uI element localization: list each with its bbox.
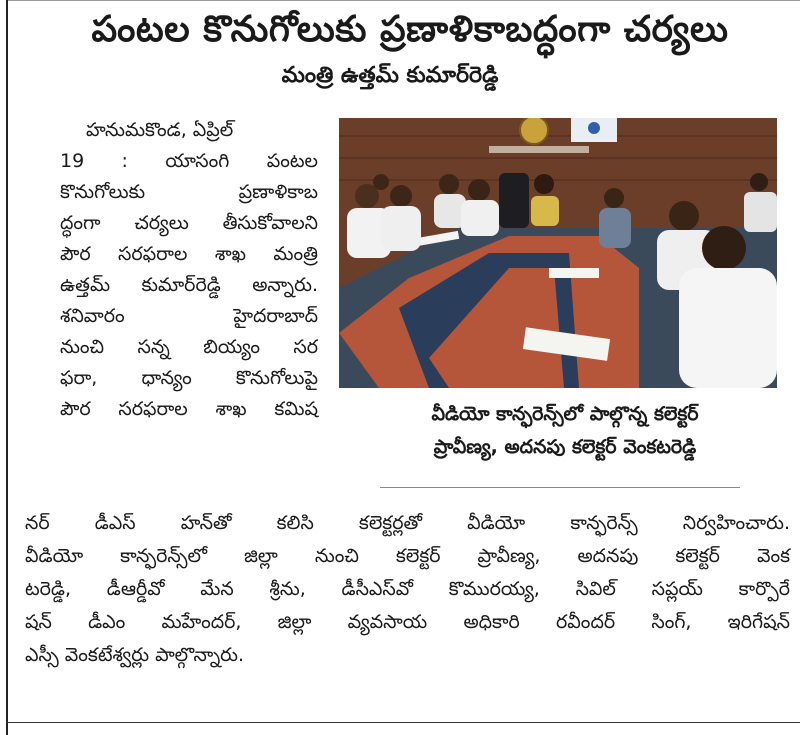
body-line: షన్ డీఎం మహేందర్, జిల్లా వ్యవసాయ అధికారి రవీందర్ సింగ్, ఇరిగేషన్ xyxy=(25,611,790,633)
bottom-rule xyxy=(6,722,800,723)
emblem-icon xyxy=(520,118,548,144)
article-body-full-width xyxy=(25,507,790,672)
body-line: నుంచి సన్న బియ్యం సర xyxy=(60,336,318,358)
top-rule xyxy=(6,0,800,1)
body-line: నర్ డీఎస్ హన్‌తో కలిసి కలెక్టర్లతో వీడియో కాన్ఫరెన్స్ నిర్వహించారు. xyxy=(25,512,790,534)
body-line: ఫరా, ధాన్యం కొనుగోలుపై xyxy=(60,367,318,389)
column-rule xyxy=(6,0,8,735)
body-line: ద్ధంగా చర్యలు తీసుకోవాలని xyxy=(60,212,318,234)
news-photo xyxy=(339,118,777,388)
photo-caption xyxy=(355,398,775,464)
body-line: ఉత్తమ్ కుమార్‌రెడ్డి అన్నారు. xyxy=(60,274,318,296)
body-line: పౌర సరఫరాల శాఖ కమిష xyxy=(60,398,318,420)
body-line: ఎస్సీ వెంకటేశ్వర్లు పాల్గొన్నారు. xyxy=(25,644,245,666)
subheadline: మంత్రి ఉత్తమ్ కుమార్‌రెడ్డి xyxy=(281,63,499,88)
body-line: పౌర సరఫరాల శాఖ మంత్రి xyxy=(60,243,318,265)
article-body-left-column xyxy=(60,115,318,425)
body-line: వీడియో కాన్ఫరెన్స్‌లో జిల్లా నుంచి కలెక్టర్ ప్రావీణ్య, అదనపు కలెక్టర్ వెంక xyxy=(25,545,790,567)
body-line: శనివారం హైదరాబాద్ xyxy=(60,305,318,327)
caption-divider xyxy=(380,487,740,488)
body-line: టరెడ్డి, డీఆర్డీవో మేన శ్రీను, డీసీఎస్‌వో కొమురయ్య, సివిల్ సప్లయ్ కార్పొరే xyxy=(25,578,790,600)
body-line: హనుమకొండ, ఏప్రిల్ xyxy=(86,119,234,141)
body-line: 19 : యాసంగి పంటల xyxy=(60,150,318,172)
video-conference-photo xyxy=(339,118,777,388)
caption-line: వీడియో కాన్ఫరెన్స్‌లో పాల్గొన్న కలెక్టర్ xyxy=(431,403,699,425)
caption-line: ప్రావీణ్య, అదనపు కలెక్టర్ వెంకటరెడ్డి xyxy=(433,436,697,458)
headline: పంటల కొనుగోలుకు ప్రణాళికాబద్ధంగా చర్యలు xyxy=(91,9,729,50)
body-line: కొనుగోలుకు ప్రణాళికాబ xyxy=(60,181,318,203)
